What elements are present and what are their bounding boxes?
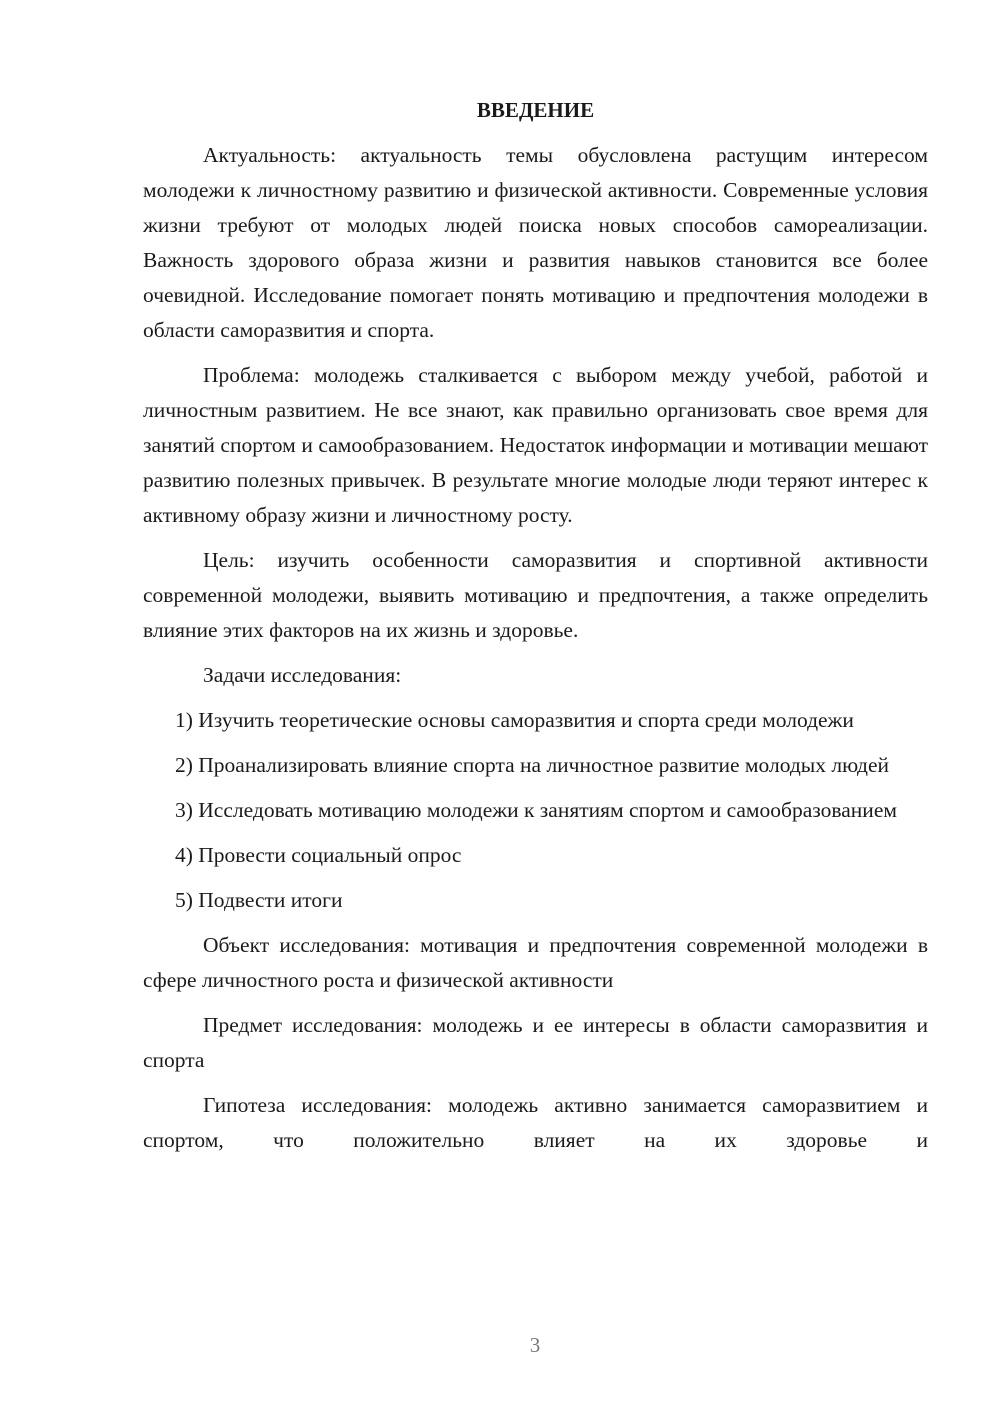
paragraph-tasks-title: Задачи исследования: <box>203 663 402 687</box>
paragraph-problem: Проблема: молодежь сталкивается с выбором между учебой, работой и личностным развитием. Не все знают, как правильно организовать свое время для занятий спортом и самообразованием. Недостаток информации и мотивации мешают развитию полезных привычек. В результате многие молодые люди теряют интерес к активному образу жизни и личностному росту. <box>143 363 928 527</box>
paragraph-subject: Предмет исследования: молодежь и ее интересы в области саморазвития и спорта <box>143 1013 928 1072</box>
document-page <box>143 90 928 1168</box>
paragraph-relevance: Актуальность: актуальность темы обусловлена растущим интересом молодежи к личностному развитию и физической активности. Современные условия жизни требуют от молодых людей поиска новых способов самореализации. Важность здорового образа жизни и развития навыков становится все более очевидной. Исследование помогает понять мотивацию и предпочтения молодежи в области саморазвития и спорта. <box>143 143 928 342</box>
paragraph-hypothesis: Гипотеза исследования: молодежь активно занимается саморазвитием и спортом, что положительно влияет на их здоровье и <box>143 1093 928 1152</box>
section-heading: ВВЕДЕНИЕ <box>476 98 595 122</box>
task-item-1: 1) Изучить теоретические основы саморазвития и спорта среди молодежи <box>175 708 854 732</box>
page-number: 3 <box>529 1333 541 1357</box>
paragraph-goal: Цель: изучить особенности саморазвития и спортивной активности современной молодежи, выявить мотивацию и предпочтения, а также определить влияние этих факторов на их жизнь и здоровье. <box>143 548 928 642</box>
task-item-5: 5) Подвести итоги <box>175 888 343 912</box>
task-item-3: 3) Исследовать мотивацию молодежи к занятиям спортом и самообразованием <box>175 798 897 822</box>
paragraph-object: Объект исследования: мотивация и предпочтения современной молодежи в сфере личностного роста и физической активности <box>143 933 928 992</box>
task-item-4: 4) Провести социальный опрос <box>175 843 462 867</box>
task-item-2: 2) Проанализировать влияние спорта на личностное развитие молодых людей <box>175 753 890 777</box>
